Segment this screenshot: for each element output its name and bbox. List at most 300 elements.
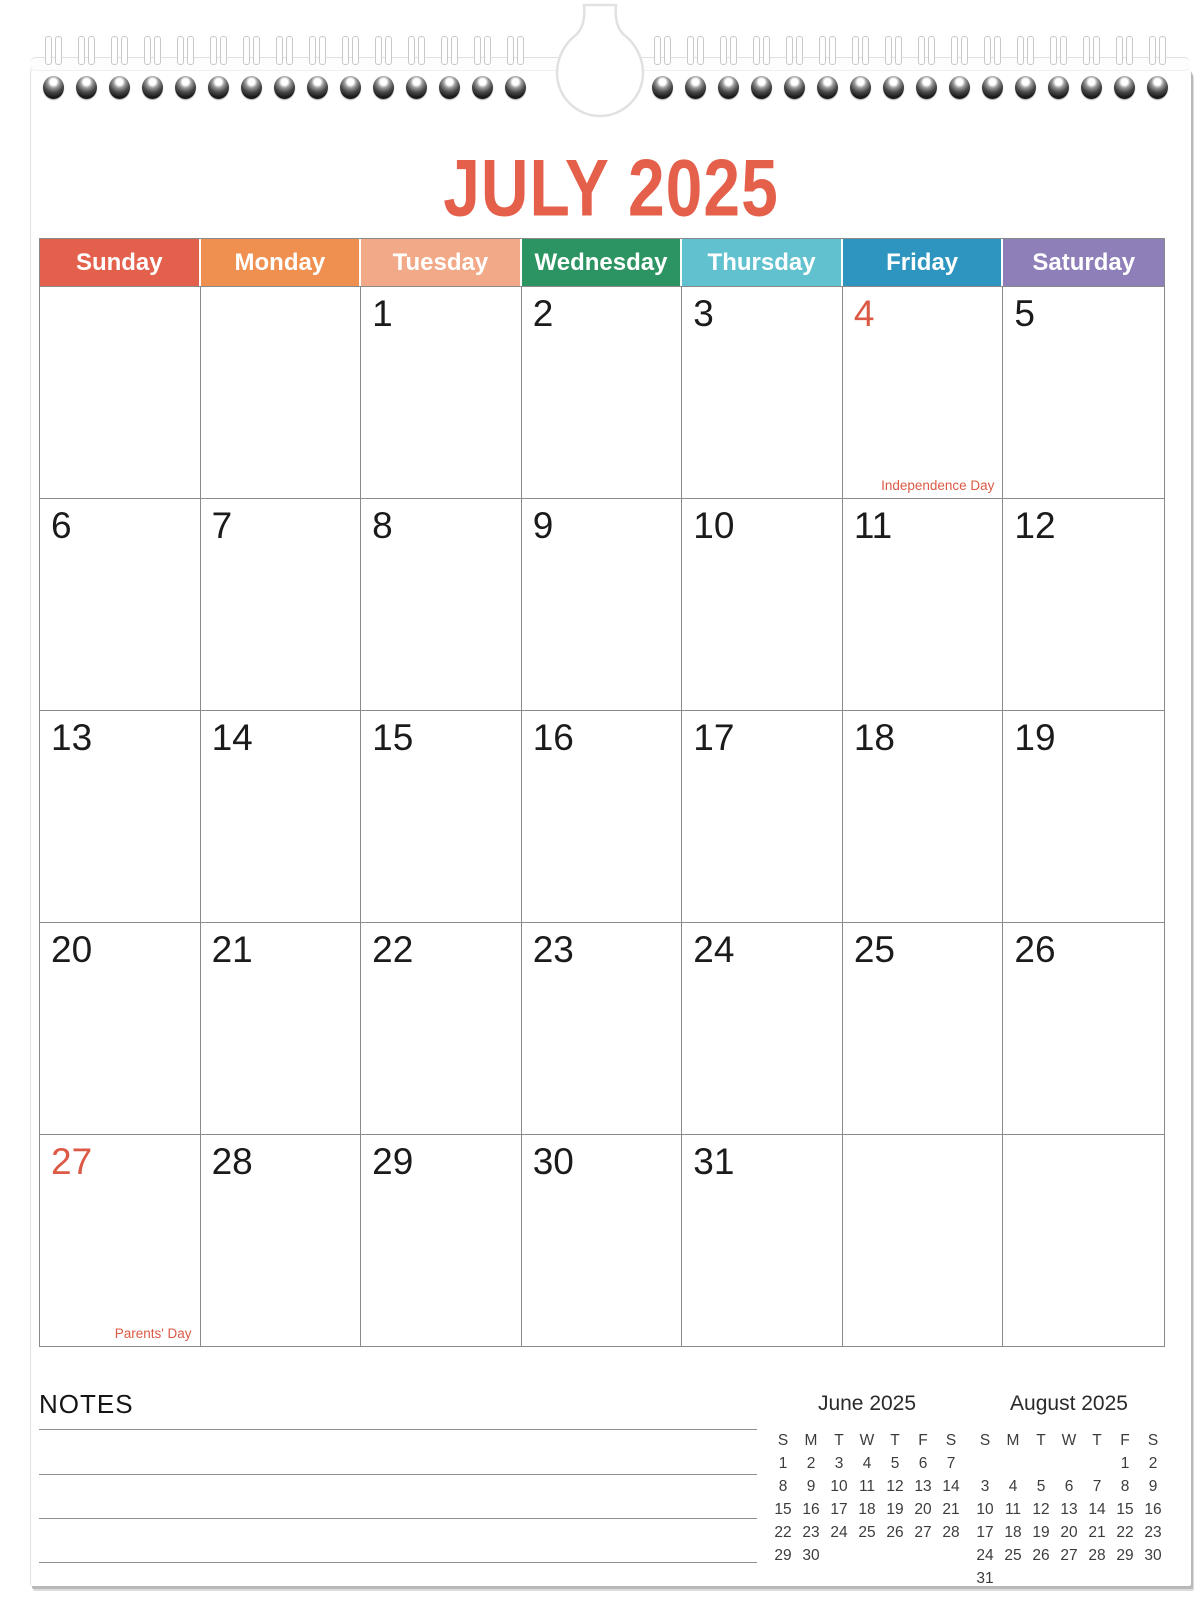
- binding-ring: [784, 36, 806, 136]
- wire-prong: [144, 36, 151, 65]
- calendar-grid: [39, 238, 1165, 1347]
- mini-cal-day-cell: 25: [858, 1524, 876, 1541]
- wire-prong: [1017, 36, 1024, 65]
- calendar-cell: [201, 710, 362, 922]
- mini-cal-day-cell: 5: [890, 1455, 900, 1472]
- ring-metal: [505, 76, 526, 99]
- mini-cal-day-cell: [1055, 1452, 1083, 1475]
- holiday-label: Independence Day: [881, 478, 995, 493]
- calendar-cell: [522, 922, 683, 1134]
- weekday-header-wednesday: Wednesday: [522, 239, 683, 286]
- mini-cal-day-cell: [999, 1567, 1027, 1590]
- mini-cal-day-cell: 30: [802, 1547, 820, 1564]
- binding-ring: [406, 36, 428, 136]
- mini-cal-day-cell: 19: [1032, 1524, 1050, 1541]
- day-number: 10: [693, 505, 735, 546]
- mini-calendar-grid: [769, 1429, 965, 1567]
- mini-cal-day-cell: [1139, 1567, 1167, 1590]
- calendar-cell: [361, 286, 522, 498]
- calendar-row: [40, 922, 1164, 1134]
- calendar-cell: [682, 922, 843, 1134]
- mini-cal-day-cell: 14: [1088, 1501, 1106, 1518]
- wire-prong: [1126, 36, 1133, 65]
- ring-metal: [472, 76, 493, 99]
- mini-cal-day-cell: 28: [1088, 1547, 1106, 1564]
- mini-cal-day-cell: 14: [942, 1478, 960, 1495]
- day-number: 13: [51, 717, 93, 758]
- mini-cal-day-cell: 4: [1008, 1478, 1018, 1495]
- wire-prong: [243, 36, 250, 65]
- wire-prong: [78, 36, 85, 65]
- day-number: 3: [693, 293, 714, 334]
- mini-cal-day-cell: 27: [1060, 1547, 1078, 1564]
- binding-ring: [439, 36, 461, 136]
- wire-prong: [220, 36, 227, 65]
- wire-prong: [961, 36, 968, 65]
- ring-metal: [817, 76, 838, 99]
- day-number: 31: [693, 1141, 735, 1182]
- wire-prong: [187, 36, 194, 65]
- binding-ring: [109, 36, 131, 136]
- mini-cal-day-cell: 24: [976, 1547, 994, 1564]
- mini-cal-header-cell: S: [979, 1432, 991, 1449]
- calendar-cell: [522, 286, 683, 498]
- binding-ring: [472, 36, 494, 136]
- binding-ring: [1048, 36, 1070, 136]
- calendar-cell: [361, 498, 522, 710]
- ring-metal: [241, 76, 262, 99]
- wire-prong: [55, 36, 62, 65]
- binding-ring: [1147, 36, 1169, 136]
- binding-ring: [76, 36, 98, 136]
- mini-cal-day-cell: [1027, 1452, 1055, 1475]
- day-number: 21: [211, 929, 253, 970]
- calendar-cell: [40, 710, 201, 922]
- wire-prong: [441, 36, 448, 65]
- wire-prong: [664, 36, 671, 65]
- mini-cal-day-cell: [909, 1544, 937, 1567]
- day-number: 26: [1014, 929, 1056, 970]
- wire-prong: [1149, 36, 1156, 65]
- mini-cal-day-cell: [1027, 1567, 1055, 1590]
- mini-cal-day-cell: 2: [806, 1455, 816, 1472]
- mini-calendar-june: [769, 1392, 965, 1567]
- binding-ring: [652, 36, 674, 136]
- mini-calendar-title: June 2025: [817, 1392, 917, 1415]
- mini-cal-day-cell: 6: [1064, 1478, 1074, 1495]
- binding-ring: [274, 36, 296, 136]
- mini-cal-day-cell: 21: [1088, 1524, 1106, 1541]
- day-number: 19: [1014, 717, 1056, 758]
- mini-cal-day-cell: [937, 1544, 965, 1567]
- mini-cal-header-cell: F: [1120, 1432, 1130, 1449]
- calendar-cell: [522, 1134, 683, 1346]
- wire-prong: [1116, 36, 1123, 65]
- mini-cal-day-cell: 3: [834, 1455, 844, 1472]
- binding-ring: [43, 36, 65, 136]
- ring-metal: [109, 76, 130, 99]
- day-number: 16: [532, 717, 574, 758]
- mini-cal-day-cell: 16: [802, 1501, 820, 1518]
- day-number: 17: [693, 717, 735, 758]
- calendar-cell: [682, 286, 843, 498]
- calendar-cell: [40, 498, 201, 710]
- mini-cal-day-cell: 22: [774, 1524, 792, 1541]
- wire-prong: [451, 36, 458, 65]
- wire-prong: [730, 36, 737, 65]
- mini-cal-day-cell: 13: [1060, 1501, 1078, 1518]
- wire-prong: [342, 36, 349, 65]
- mini-cal-day-cell: 13: [914, 1478, 932, 1495]
- mini-cal-day-cell: 31: [976, 1570, 994, 1587]
- mini-cal-day-cell: 26: [886, 1524, 904, 1541]
- calendar-cell: [682, 710, 843, 922]
- calendar-cell: [1003, 1134, 1164, 1346]
- wire-prong: [796, 36, 803, 65]
- wire-prong: [819, 36, 826, 65]
- ring-metal: [406, 76, 427, 99]
- mini-cal-day-cell: 29: [774, 1547, 792, 1564]
- mini-cal-header-cell: S: [945, 1432, 957, 1449]
- mini-cal-day-cell: 20: [1060, 1524, 1078, 1541]
- mini-cal-header-cell: S: [1147, 1432, 1159, 1449]
- mini-cal-day-cell: 23: [802, 1524, 820, 1541]
- ring-metal: [916, 76, 937, 99]
- calendar-cell: [1003, 286, 1164, 498]
- wire-prong: [111, 36, 118, 65]
- binding-ring: [373, 36, 395, 136]
- calendar-cell: [40, 922, 201, 1134]
- binding-ring: [505, 36, 527, 136]
- ring-metal: [751, 76, 772, 99]
- mini-cal-day-cell: 15: [1116, 1501, 1134, 1518]
- wire-prong: [1083, 36, 1090, 65]
- weekday-header-friday: Friday: [843, 239, 1004, 286]
- ring-metal: [850, 76, 871, 99]
- calendar-cell: [843, 498, 1004, 710]
- mini-cal-header-cell: M: [804, 1432, 818, 1449]
- mini-cal-day-cell: 1: [1120, 1455, 1130, 1472]
- mini-cal-header-cell: F: [918, 1432, 928, 1449]
- day-number: 29: [372, 1141, 414, 1182]
- day-number: 24: [693, 929, 735, 970]
- binding-ring: [916, 36, 938, 136]
- wire-prong: [408, 36, 415, 65]
- binding-ring: [718, 36, 740, 136]
- calendar-row: [40, 286, 1164, 498]
- ring-metal: [340, 76, 361, 99]
- ring-metal: [208, 76, 229, 99]
- day-number: 15: [372, 717, 414, 758]
- wire-prong: [984, 36, 991, 65]
- ring-metal: [175, 76, 196, 99]
- mini-cal-day-cell: 7: [946, 1455, 956, 1472]
- ring-metal: [274, 76, 295, 99]
- mini-cal-day-cell: 9: [1148, 1478, 1158, 1495]
- notes-title: NOTES: [39, 1389, 134, 1419]
- mini-cal-day-cell: [971, 1452, 999, 1475]
- mini-cal-day-cell: [1083, 1567, 1111, 1590]
- mini-cal-day-cell: [1083, 1452, 1111, 1475]
- weekday-header-row: [40, 239, 1164, 286]
- binding-ring: [1081, 36, 1103, 136]
- ring-metal: [76, 76, 97, 99]
- mini-cal-day-cell: [1055, 1567, 1083, 1590]
- ring-metal: [373, 76, 394, 99]
- day-number: 20: [51, 929, 93, 970]
- page: [30, 66, 1191, 1586]
- wire-prong: [697, 36, 704, 65]
- month-title: JULY 2025: [443, 142, 779, 233]
- day-number: 23: [532, 929, 574, 970]
- day-number: 6: [51, 505, 72, 546]
- wire-prong: [121, 36, 128, 65]
- wire-prong: [507, 36, 514, 65]
- wire-prong: [918, 36, 925, 65]
- wire-prong: [885, 36, 892, 65]
- wire-prong: [45, 36, 52, 65]
- mini-cal-day-cell: 1: [778, 1455, 788, 1472]
- mini-cal-day-cell: 6: [918, 1455, 928, 1472]
- wire-prong: [654, 36, 661, 65]
- day-number: 4: [853, 293, 875, 334]
- wire-prong: [1159, 36, 1166, 65]
- day-number: 28: [211, 1141, 253, 1182]
- mini-cal-day-cell: 8: [1120, 1478, 1130, 1495]
- ring-metal: [43, 76, 64, 99]
- mini-cal-header-cell: S: [777, 1432, 789, 1449]
- calendar-cell: [682, 1134, 843, 1346]
- calendar-cell: [201, 498, 362, 710]
- ring-metal: [949, 76, 970, 99]
- mini-cal-day-cell: [999, 1452, 1027, 1475]
- wire-prong: [319, 36, 326, 65]
- calendar-cell: [843, 922, 1004, 1134]
- binding-ring: [883, 36, 905, 136]
- binding-ring: [208, 36, 230, 136]
- ring-metal: [982, 76, 1003, 99]
- mini-cal-day-cell: 2: [1148, 1455, 1158, 1472]
- wire-prong: [484, 36, 491, 65]
- mini-cal-day-cell: 15: [774, 1501, 792, 1518]
- mini-cal-day-cell: 24: [830, 1524, 848, 1541]
- notes-line: [39, 1562, 757, 1563]
- ring-metal: [307, 76, 328, 99]
- calendar-cell: [1003, 922, 1164, 1134]
- calendar-cell: [201, 286, 362, 498]
- mini-cal-day-cell: 8: [778, 1478, 788, 1495]
- ring-metal: [883, 76, 904, 99]
- mini-cal-day-cell: 29: [1116, 1547, 1134, 1564]
- wire-prong: [517, 36, 524, 65]
- mini-cal-day-cell: 4: [862, 1455, 872, 1472]
- notes-line: [39, 1474, 757, 1475]
- mini-cal-header-cell: T: [1036, 1432, 1046, 1449]
- day-number: 1: [372, 293, 393, 334]
- wire-prong: [352, 36, 359, 65]
- calendar-cell: [361, 922, 522, 1134]
- mini-cal-day-cell: [881, 1544, 909, 1567]
- calendar-cell: [843, 710, 1004, 922]
- day-number: 27: [51, 1141, 93, 1182]
- mini-cal-day-cell: [853, 1544, 881, 1567]
- mini-cal-day-cell: 12: [886, 1478, 904, 1495]
- notes-line: [39, 1429, 757, 1430]
- wire-prong: [276, 36, 283, 65]
- holiday-label: Parents' Day: [114, 1326, 192, 1341]
- weekday-header-tuesday: Tuesday: [361, 239, 522, 286]
- ring-metal: [1015, 76, 1036, 99]
- day-number: 12: [1014, 505, 1056, 546]
- mini-cal-day-cell: 26: [1032, 1547, 1050, 1564]
- mini-calendar-august: [971, 1392, 1167, 1590]
- wire-prong: [210, 36, 217, 65]
- weekday-header-sunday: Sunday: [40, 239, 201, 286]
- calendar-cell: [843, 1134, 1004, 1346]
- day-number: 7: [211, 505, 233, 546]
- mini-cal-day-cell: 16: [1144, 1501, 1162, 1518]
- wire-prong: [474, 36, 481, 65]
- wire-prong: [309, 36, 316, 65]
- mini-cal-header-cell: W: [859, 1432, 875, 1449]
- ring-metal: [685, 76, 706, 99]
- day-number: 11: [853, 505, 893, 546]
- binding-ring: [1015, 36, 1037, 136]
- calendar-cell: [682, 498, 843, 710]
- mini-cal-day-cell: 22: [1116, 1524, 1134, 1541]
- calendar-cell: [361, 1134, 522, 1346]
- calendar-cell: [201, 1134, 362, 1346]
- day-number: 25: [853, 929, 895, 970]
- mini-cal-header-cell: T: [1092, 1432, 1102, 1449]
- wire-prong: [829, 36, 836, 65]
- binding-ring: [850, 36, 872, 136]
- mini-cal-day-cell: 18: [1004, 1524, 1022, 1541]
- day-number: 8: [372, 505, 393, 546]
- calendar-body: [40, 286, 1164, 1346]
- mini-cal-day-cell: 20: [914, 1501, 932, 1518]
- wire-prong: [1060, 36, 1067, 65]
- calendar-row: [40, 1134, 1164, 1346]
- wire-prong: [753, 36, 760, 65]
- wire-prong: [687, 36, 694, 65]
- notes-line: [39, 1518, 757, 1519]
- mini-cal-day-cell: 28: [942, 1524, 960, 1541]
- binding-ring: [175, 36, 197, 136]
- wire-prong: [88, 36, 95, 65]
- wire-prong: [177, 36, 184, 65]
- mini-cal-day-cell: 21: [942, 1501, 960, 1518]
- ring-metal: [439, 76, 460, 99]
- mini-cal-day-cell: 11: [1004, 1501, 1022, 1518]
- mini-calendar-title: August 2025: [1010, 1392, 1128, 1415]
- mini-cal-day-cell: [825, 1544, 853, 1567]
- ring-metal: [718, 76, 739, 99]
- mini-cal-day-cell: 25: [1004, 1547, 1022, 1564]
- mini-cal-header-cell: T: [834, 1432, 844, 1449]
- binding-ring: [340, 36, 362, 136]
- calendar-cell: [1003, 710, 1164, 922]
- binding-ring: [751, 36, 773, 136]
- mini-cal-day-cell: 19: [886, 1501, 904, 1518]
- mini-cal-day-cell: 17: [976, 1524, 994, 1541]
- wire-prong: [1093, 36, 1100, 65]
- binding-ring: [241, 36, 263, 136]
- binding-ring: [982, 36, 1004, 136]
- day-number: 22: [372, 929, 414, 970]
- wire-prong: [895, 36, 902, 65]
- wire-prong: [928, 36, 935, 65]
- day-number: 14: [211, 717, 253, 758]
- day-number: 5: [1014, 293, 1035, 334]
- ring-metal: [1147, 76, 1168, 99]
- mini-cal-day-cell: 3: [980, 1478, 990, 1495]
- calendar-cell: [361, 710, 522, 922]
- binding-ring: [817, 36, 839, 136]
- day-number: 9: [532, 505, 554, 546]
- wire-prong: [862, 36, 869, 65]
- calendar-cell: [40, 286, 201, 498]
- hanger-loop: [540, 2, 660, 124]
- ring-metal: [1114, 76, 1135, 99]
- mini-cal-day-cell: 11: [858, 1478, 876, 1495]
- wire-prong: [1050, 36, 1057, 65]
- mini-cal-day-cell: 10: [830, 1478, 848, 1495]
- weekday-header-saturday: Saturday: [1003, 239, 1164, 286]
- wire-prong: [385, 36, 392, 65]
- ring-metal: [784, 76, 805, 99]
- calendar-cell: [201, 922, 362, 1134]
- mini-cal-day-cell: [1111, 1567, 1139, 1590]
- calendar-cell: [522, 498, 683, 710]
- mini-cal-header-cell: M: [1006, 1432, 1020, 1449]
- wire-prong: [286, 36, 293, 65]
- wire-prong: [1027, 36, 1034, 65]
- calendar-cell: [40, 1134, 201, 1346]
- mini-cal-header-cell: W: [1061, 1432, 1077, 1449]
- wire-prong: [154, 36, 161, 65]
- mini-cal-day-cell: 23: [1144, 1524, 1162, 1541]
- wire-prong: [720, 36, 727, 65]
- binding-ring: [142, 36, 164, 136]
- ring-metal: [142, 76, 163, 99]
- day-number: 30: [532, 1141, 574, 1182]
- calendar-row: [40, 710, 1164, 922]
- binding-ring: [1114, 36, 1136, 136]
- mini-cal-day-cell: 7: [1092, 1478, 1102, 1495]
- ring-metal: [652, 76, 673, 99]
- mini-cal-day-cell: 5: [1036, 1478, 1046, 1495]
- wire-prong: [994, 36, 1001, 65]
- mini-cal-day-cell: 12: [1032, 1501, 1050, 1518]
- wire-prong: [253, 36, 260, 65]
- binding-ring: [685, 36, 707, 136]
- day-number: 2: [532, 293, 554, 334]
- binding-ring: [949, 36, 971, 136]
- calendar-cell: [522, 710, 683, 922]
- mini-calendar-grid: [971, 1429, 1167, 1590]
- binding-ring: [307, 36, 329, 136]
- day-number: 18: [853, 717, 895, 758]
- calendar-row: [40, 498, 1164, 710]
- mini-cal-day-cell: 30: [1144, 1547, 1162, 1564]
- wire-prong: [375, 36, 382, 65]
- ring-metal: [1048, 76, 1069, 99]
- wire-prong: [786, 36, 793, 65]
- mini-cal-day-cell: 18: [858, 1501, 876, 1518]
- mini-cal-day-cell: 17: [830, 1501, 848, 1518]
- weekday-header-thursday: Thursday: [682, 239, 843, 286]
